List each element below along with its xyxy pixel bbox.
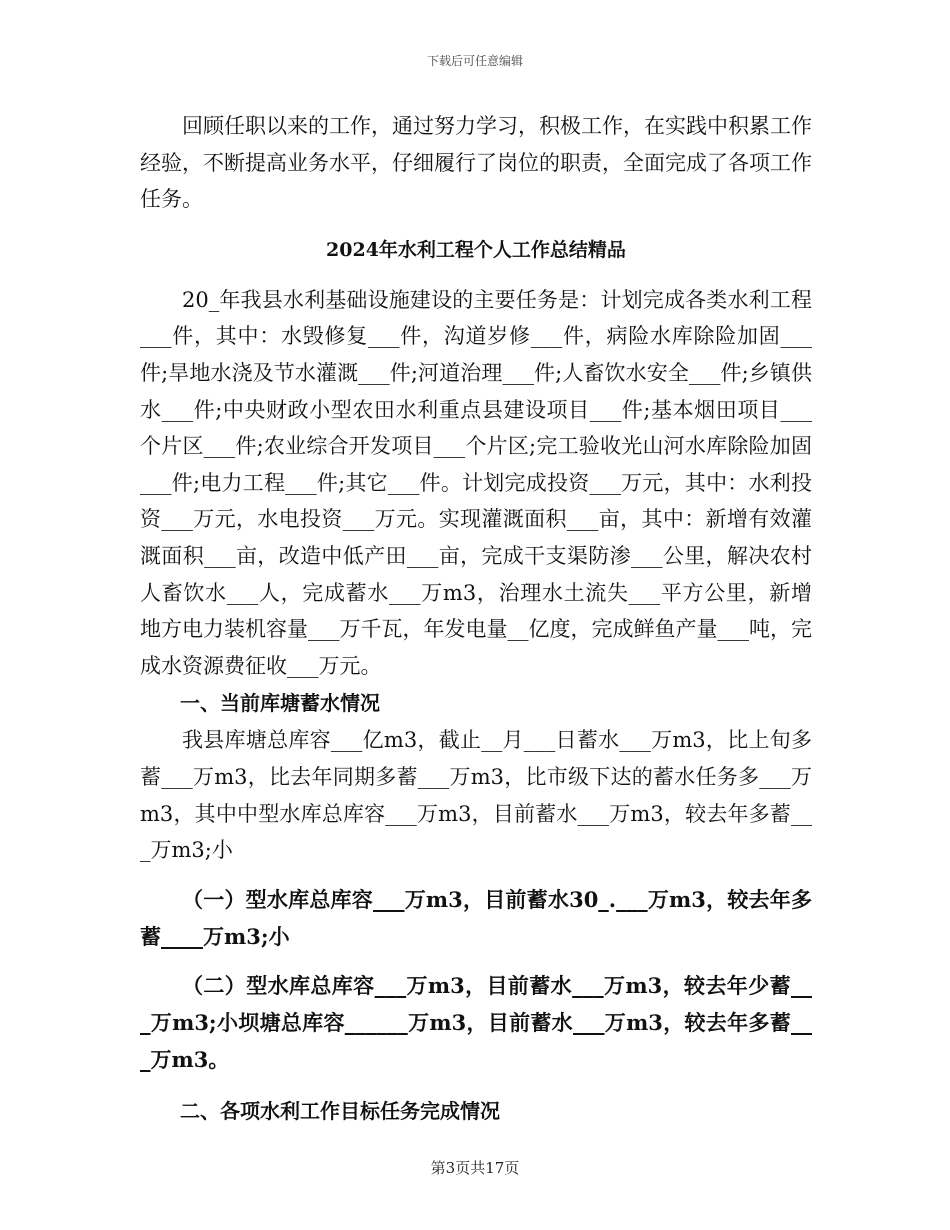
section-heading-2: 二、各项水利工作目标任务完成情况 [180, 1098, 500, 1123]
subsection-2-paragraph: （二）型水库总库容___万m3，目前蓄水___万m3，较去年少蓄___万m3;小坝塘总库容______万m3，目前蓄水___万m3，较去年多蓄___万m3。 [140, 972, 812, 1072]
storage-paragraph: 我县库塘总库容___亿m3，截止__月___日蓄水___万m3，比上旬多蓄___万m3，比去年同期多蓄___万m3，比市级下达的蓄水任务多___万m3，其中中型水库总库容___万m3，目前蓄水___万m3，较去年多蓄___万m3;小 [140, 728, 812, 863]
subsection-1-paragraph: （一）型水库总库容___万m3，目前蓄水30_.___万m3，较去年多蓄____万m3;小 [140, 886, 812, 949]
document-title: 2024年水利工程个人工作总结精品 [326, 238, 626, 261]
page-footer: 第3页共17页 [430, 1159, 520, 1177]
page-header: 下载后可任意编辑 [426, 54, 523, 68]
intro-paragraph: 回顾任职以来的工作，通过努力学习，积极工作，在实践中积累工作经验，不断提高业务水平，仔细履行了岗位的职责，全面完成了各项工作任务。 [140, 114, 812, 212]
document-body [140, 108, 812, 1130]
tasks-paragraph: 20_年我县水利基础设施建设的主要任务是：计划完成各类水利工程___件，其中：水毁修复___件，沟道岁修___件，病险水库除险加固___件;旱地水浇及节水灌溉___件;河道治理___件;人畜饮水安全___件;乡镇供水___件;中央财政小型农田水利重点县建设项目___件;基本烟田项目___个片区___件;农业综合开发项目___个片区;完工验收光山河水库除险加固___件;电力工程___件;其它___件。计划完成投资___万元，其中：水利投资___万元，水电投资___万元。实现灌溉面积___亩，其中：新增有效灌溉面积___亩，改造中低产田___亩，完成干支渠防渗___公里，解决农村人畜饮水___人，完成蓄水___万m3，治理水土流失___平方公里，新增地方电力装机容量___万千瓦，年发电量__亿度，完成鲜鱼产量___吨，完成水资源费征收___万元。 [140, 287, 812, 678]
section-heading-1: 一、当前库塘蓄水情况 [180, 691, 380, 716]
